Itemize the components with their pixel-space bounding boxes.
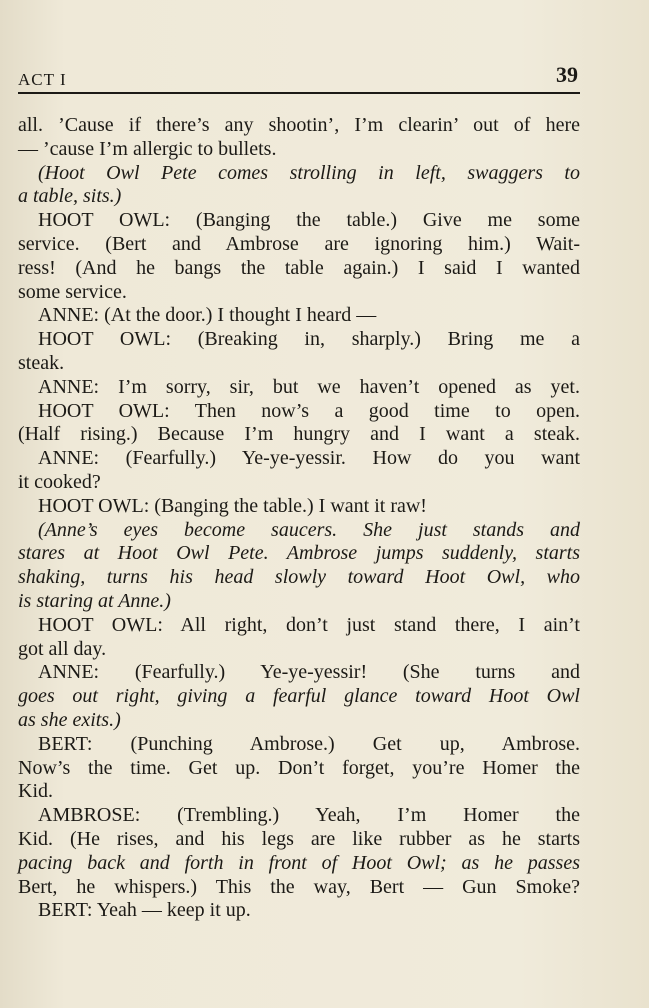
text-line: BERT: Yeah — keep it up. [38, 899, 251, 922]
text-line: goes out right, giving a fearful glance toward Hoot Owl [18, 685, 580, 708]
text-line: as she exits.) [18, 708, 121, 731]
text-line: AMBROSE: (Trembling.) Yeah, I’m Homer the [38, 804, 580, 827]
text-line: BERT: (Punching Ambrose.) Get up, Ambrose. [38, 732, 580, 755]
page-number: 39 [556, 62, 578, 87]
text-line: steak. [18, 351, 65, 374]
text-line: ANNE: (At the door.) I thought I heard — [38, 304, 377, 327]
text-line: all. ’Cause if there’s any shootin’, I’m clearin’ out of here [18, 114, 580, 136]
text-line: ANNE: I’m sorry, sir, but we haven’t opened as yet. [38, 375, 580, 398]
text-line: a table, sits.) [18, 185, 122, 208]
text-line: got all day. [18, 637, 107, 660]
text-line: is staring at Anne.) [18, 589, 171, 612]
text-line: (Anne’s eyes become saucers. She just stands and [38, 518, 580, 541]
text-line: HOOT OWL: All right, don’t just stand there, I ain’t [38, 613, 580, 636]
text-line: HOOT OWL: (Breaking in, sharply.) Bring me a [38, 328, 580, 351]
header-rule [18, 92, 580, 94]
act-label: ACT I [18, 70, 67, 89]
text-line: ress! (And he bangs the table again.) I said I wanted [18, 256, 580, 279]
text-line: shaking, turns his head slowly toward Hoot Owl, who [18, 566, 580, 589]
text-line: — ’cause I’m allergic to bullets. [18, 137, 277, 160]
text-line: HOOT OWL: Then now’s a good time to open. [38, 399, 580, 422]
text-line: pacing back and forth in front of Hoot Owl; as he passes [18, 851, 580, 874]
text-line: Kid. (He rises, and his legs are like rubber as he starts [18, 827, 580, 850]
text-line: Bert, he whispers.) This the way, Bert — Gun Smoke? [18, 875, 580, 898]
script-text [18, 114, 580, 923]
text-line: ANNE: (Fearfully.) Ye-ye-yessir! (She turns and [38, 661, 580, 684]
text-line: (Half rising.) Because I’m hungry and I want a steak. [18, 423, 580, 446]
text-line: Kid. [18, 780, 53, 803]
text-line: stares at Hoot Owl Pete. Ambrose jumps suddenly, starts [18, 542, 580, 565]
text-line: HOOT OWL: (Banging the table.) Give me some [38, 209, 580, 232]
text-line: ANNE: (Fearfully.) Ye-ye-yessir. How do you want [38, 447, 580, 470]
text-line: HOOT OWL: (Banging the table.) I want it raw! [38, 494, 427, 517]
text-line: (Hoot Owl Pete comes strolling in left, swaggers to [38, 161, 580, 184]
text-line: it cooked? [18, 470, 101, 493]
running-header [18, 62, 578, 92]
text-line: Now’s the time. Get up. Don’t forget, you’re Homer the [18, 756, 580, 779]
text-line: some service. [18, 280, 127, 303]
text-line: service. (Bert and Ambrose are ignoring him.) Wait- [18, 232, 580, 255]
